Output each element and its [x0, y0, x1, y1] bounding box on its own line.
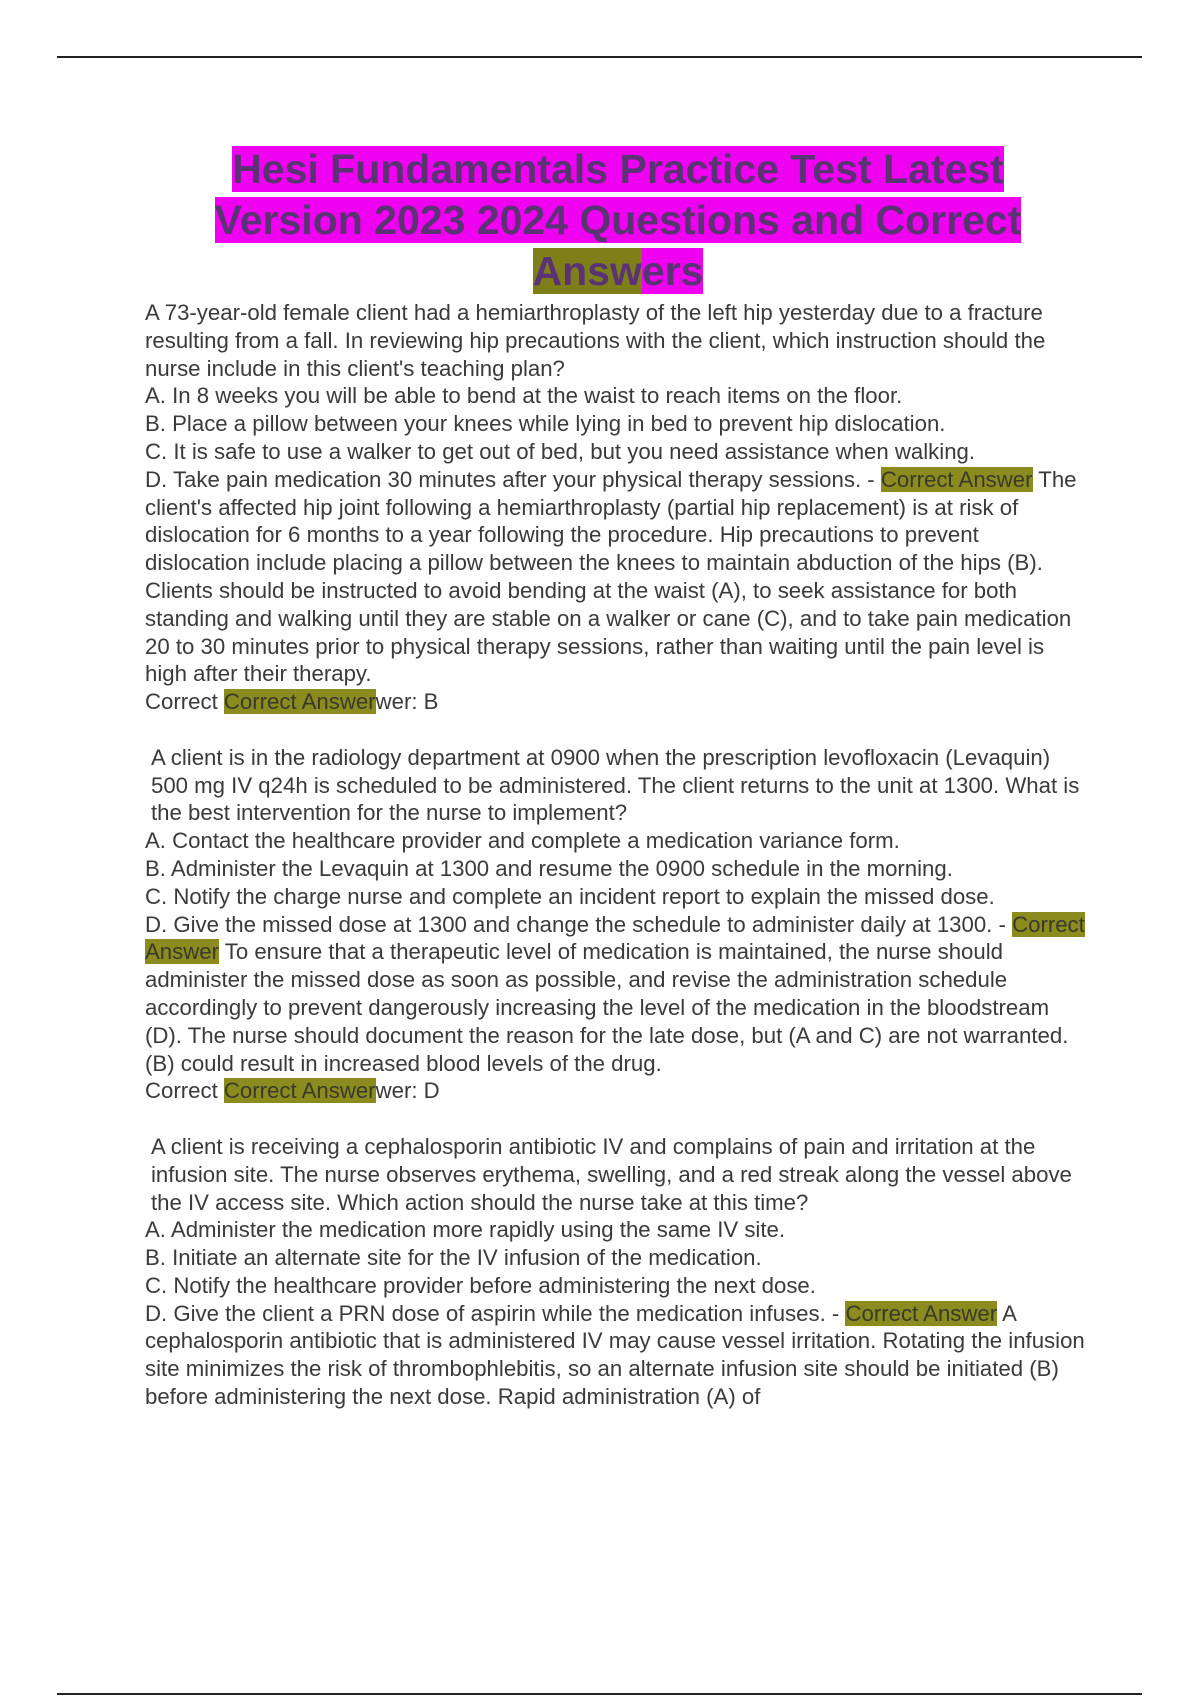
title-line-3-rest: ers	[641, 248, 704, 294]
option-d-with-rationale	[145, 1300, 1085, 1411]
option-d: D. Take pain medication 30 minutes after your physical therapy sessions. -	[145, 466, 881, 492]
option-d: D. Give the client a PRN dose of aspirin while the medication infuses. -	[145, 1300, 846, 1326]
question-stem: A client is receiving a cephalosporin antibiotic IV and complains of pain and irritation at the infusion site. The nurse observes erythema, swelling, and a red streak along the vessel above the IV access site. Which action should the nurse take at this time?	[151, 1133, 1072, 1215]
question-stem: A client is in the radiology department at 0900 when the prescription levofloxacin (Levaquin) 500 mg IV q24h is scheduled to be administered. The client returns to the unit at 1300. What is the best intervention for the nurse to implement?	[151, 744, 1080, 826]
spacer	[145, 1105, 1085, 1133]
option-c: C. Notify the charge nurse and complete an incident report to explain the missed dose.	[145, 883, 995, 909]
rationale: The client's affected hip joint following a hemiarthroplasty (partial hip replacement) is at risk of dislocation for 6 months to a year following the procedure. Hip precautions to prevent dislocation include placing a pillow between the knees to maintain abduction of the hips (B). Clients should be instructed to avoid bending at the waist (A), to seek assistance for both standing and walking until they are stable on a walker or cane (C), and to take pain medication 20 to 30 minutes prior to physical therapy sessions, rather than waiting until the pain level is high after their therapy.	[145, 466, 1077, 687]
option-c: C. Notify the healthcare provider before administering the next dose.	[145, 1272, 816, 1298]
option-d-with-rationale	[145, 911, 1085, 1078]
question-block	[145, 744, 1085, 1105]
final-answer-prefix: Correct	[145, 1078, 224, 1104]
correct-answer-tag: Correct Answer	[880, 466, 1033, 492]
option-b: B. Administer the Levaquin at 1300 and resume the 0900 schedule in the morning.	[145, 855, 953, 881]
rationale: To ensure that a therapeutic level of medication is maintained, the nurse should administer the missed dose as soon as possible, and revise the administration schedule accordingly to prevent dangerously increasing the level of the medication in the bloodstream (D). The nurse should document the reason for the late dose, but (A and C) are not warranted. (B) could result in increased blood levels of the drug.	[145, 939, 1069, 1076]
question-block	[145, 299, 1085, 716]
final-answer	[145, 1077, 1085, 1105]
final-answer	[145, 688, 1085, 716]
option-d: D. Give the missed dose at 1300 and change the schedule to administer daily at 1300. -	[145, 911, 1013, 937]
option-b: B. Initiate an alternate site for the IV infusion of the medication.	[145, 1245, 762, 1271]
rationale: A cephalosporin antibiotic that is administered IV may cause vessel irritation. Rotating the infusion site minimizes the risk of thrombophlebitis, so an alternate infusion site should be initiated (B) before administering the next dose. Rapid administration (A) of	[145, 1300, 1085, 1410]
option-a: A. Administer the medication more rapidly using the same IV site.	[145, 1217, 786, 1243]
title-line-1: Hesi Fundamentals Practice Test Latest	[232, 146, 1004, 192]
option-b: B. Place a pillow between your knees while lying in bed to prevent hip dislocation.	[145, 411, 946, 437]
option-c: C. It is safe to use a walker to get out of bed, but you need assistance when walking.	[145, 438, 976, 464]
option-d-with-rationale	[145, 466, 1085, 688]
option-a: A. Contact the healthcare provider and complete a medication variance form.	[145, 828, 900, 854]
question-block	[145, 1133, 1085, 1411]
final-answer-prefix: Correct	[145, 689, 224, 715]
document-title	[150, 144, 1086, 297]
correct-answer-tag: Correct Answer	[145, 911, 1085, 965]
top-rule	[57, 56, 1142, 58]
correct-answer-tag: Correct Answer	[845, 1300, 998, 1326]
title-line-3-highlight: Answ	[532, 248, 642, 294]
final-answer-suffix: wer: B	[375, 689, 439, 715]
option-a: A. In 8 weeks you will be able to bend at the waist to reach items on the floor.	[145, 383, 903, 409]
final-answer-suffix: wer: D	[375, 1078, 440, 1104]
bottom-rule	[57, 1693, 1142, 1695]
document-body	[145, 299, 1085, 1411]
question-stem: A 73-year-old female client had a hemiarthroplasty of the left hip yesterday due to a fracture resulting from a fall. In reviewing hip precautions with the client, which instruction should the nurse include in this client's teaching plan?	[145, 300, 1046, 381]
final-answer-highlight: Correct Answer	[223, 689, 376, 715]
title-line-2: Version 2023 2024 Questions and Correct	[214, 197, 1022, 243]
spacer	[145, 716, 1085, 744]
final-answer-highlight: Correct Answer	[223, 1078, 376, 1104]
